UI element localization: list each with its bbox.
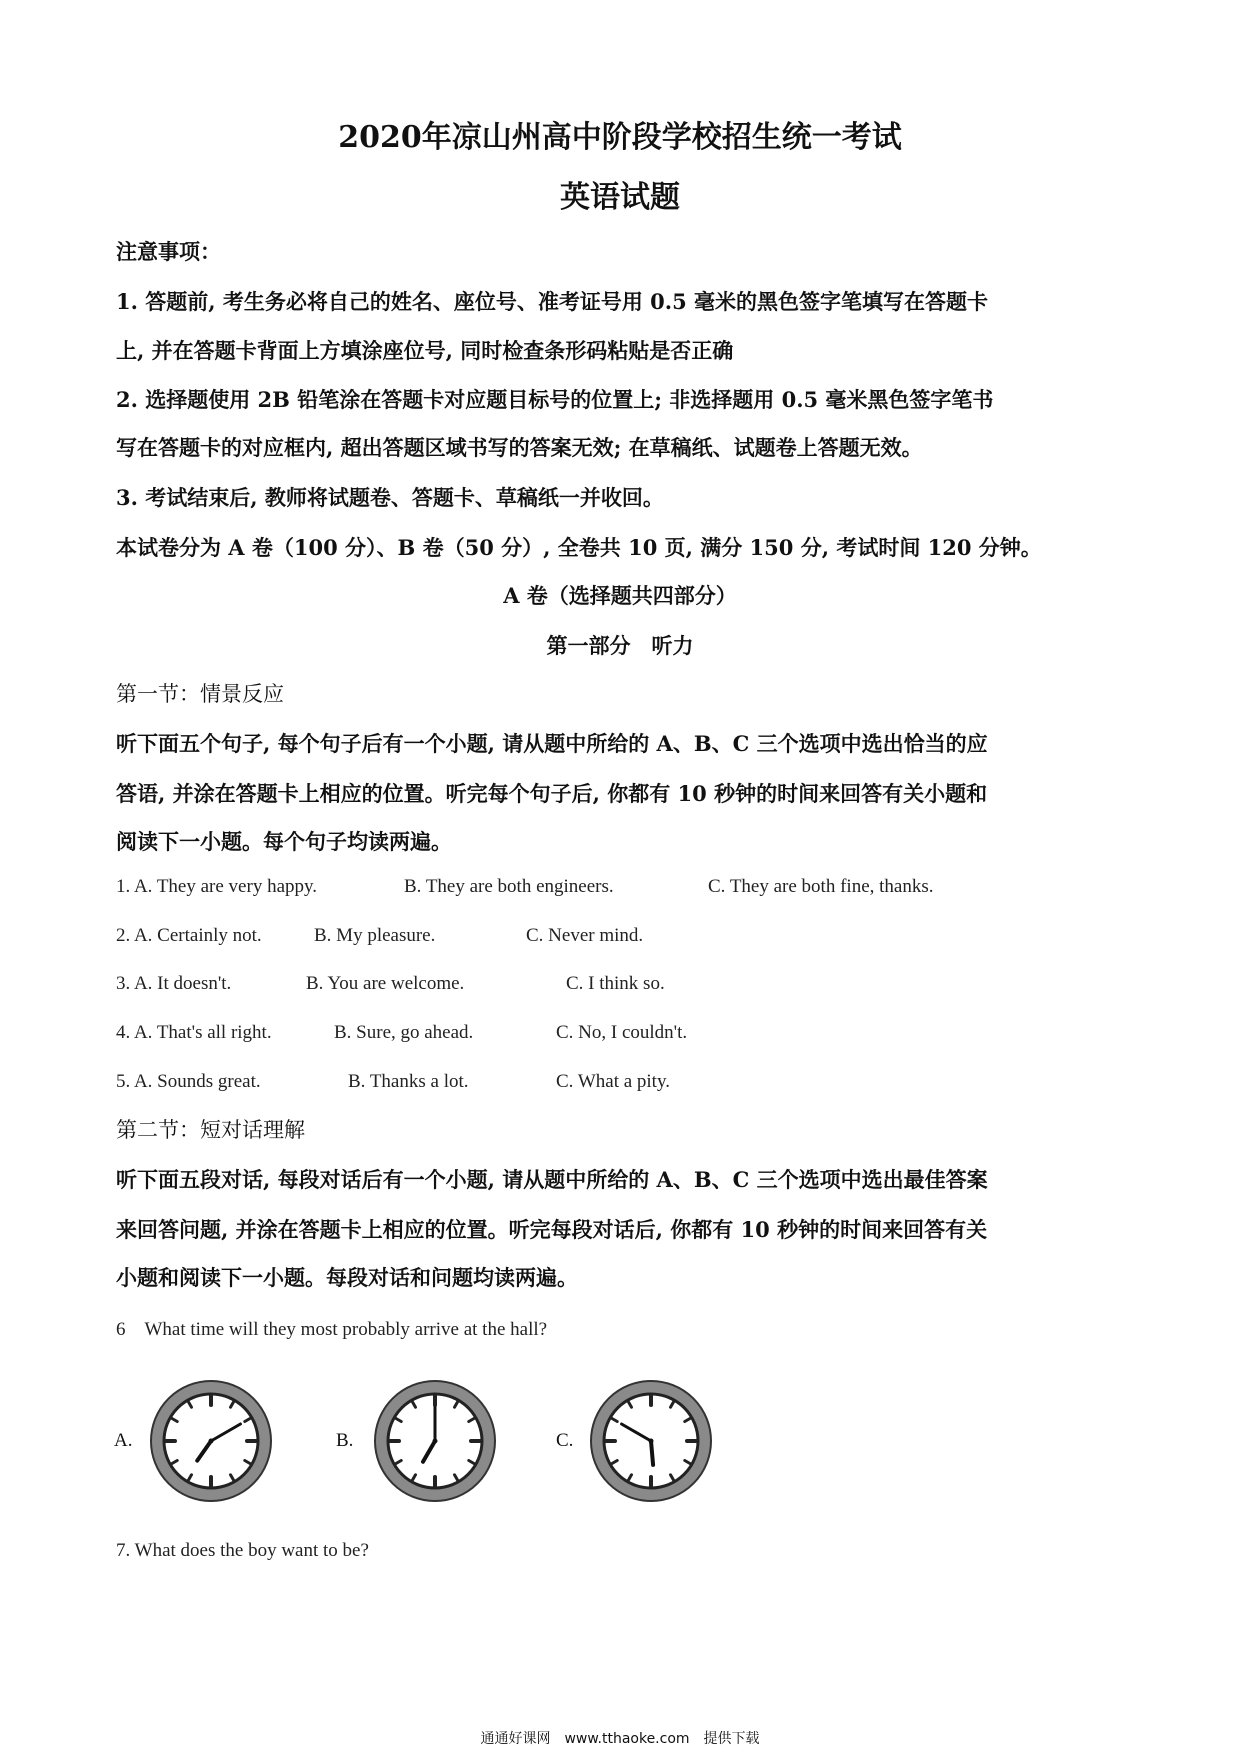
question-6-text: 6 What time will they most probably arrive at the hall? (116, 1319, 548, 1340)
instruction-line: 阅读下一小题。每个句子均读两遍。 (116, 829, 452, 854)
notice-line: 上, 并在答题卡背面上方填涂座位号, 同时检查条形码粘贴是否正确 (116, 338, 734, 363)
option-c: C. They are both fine, thanks. (708, 876, 934, 897)
option-b: B. Sure, go ahead. (334, 1022, 474, 1043)
clock-center (649, 1439, 654, 1444)
clock-option-a-label: A. (114, 1430, 133, 1451)
option-b: B. They are both engineers. (404, 876, 614, 897)
clock-center (433, 1439, 438, 1444)
option-c: C. No, I couldn't. (556, 1022, 688, 1043)
option-a: 4. A. That's all right. (116, 1022, 272, 1043)
clock-a-icon (148, 1378, 274, 1504)
exam-title: 2020年凉山州高中阶段学校招生统一考试 (338, 120, 902, 155)
instruction-line: 听下面五段对话, 每段对话后有一个小题, 请从题中所给的 A、B、C 三个选项中选出最佳答案 (116, 1167, 988, 1192)
clock-hour-hand (651, 1441, 653, 1465)
instruction-line: 来回答问题, 并涂在答题卡上相应的位置。听完每段对话后, 你都有 10 秒钟的时间来回答有关 (116, 1217, 988, 1242)
clock-option-b-label: B. (336, 1430, 354, 1451)
notice-line: 1. 答题前, 考生务必将自己的姓名、座位号、准考证号用 0.5 毫米的黑色签字笔填写在答题卡 (116, 289, 989, 314)
paper-info-line: 本试卷分为 A 卷（100 分）、B 卷（50 分）, 全卷共 10 页, 满分 150 分, 考试时间 120 分钟。 (116, 535, 1042, 560)
clock-option-c-label: C. (556, 1430, 574, 1451)
exam-subtitle: 英语试题 (560, 180, 680, 215)
option-a: 1. A. They are very happy. (116, 876, 318, 897)
notice-line: 2. 选择题使用 2B 铅笔涂在答题卡对应题目标号的位置上; 非选择题用 0.5 毫米黑色签字笔书 (116, 387, 994, 412)
clock-center (209, 1439, 214, 1444)
option-b: B. You are welcome. (306, 973, 465, 994)
option-c: C. Never mind. (526, 925, 644, 946)
option-a: 3. A. It doesn't. (116, 973, 232, 994)
part1-title: 第一部分 听力 (546, 633, 694, 658)
instruction-line: 听下面五个句子, 每个句子后有一个小题, 请从题中所给的 A、B、C 三个选项中选出恰当的应 (116, 731, 988, 756)
instruction-line: 小题和阅读下一小题。每段对话和问题均读两遍。 (116, 1265, 578, 1290)
option-b: B. Thanks a lot. (348, 1071, 469, 1092)
option-c: C. I think so. (566, 973, 665, 994)
option-a: 2. A. Certainly not. (116, 925, 262, 946)
section1-title: 第一节：情景反应 (116, 682, 284, 706)
clock-c-icon (588, 1378, 714, 1504)
notice-line: 写在答题卡的对应框内, 超出答题区域书写的答案无效; 在草稿纸、试题卷上答题无效。 (116, 435, 923, 460)
notice-line: 3. 考试结束后, 教师将试题卷、答题卡、草稿纸一并收回。 (116, 485, 664, 510)
option-a: 5. A. Sounds great. (116, 1071, 261, 1092)
footer-text: 通通好课网 www.tthaoke.com 提供下载 (480, 1731, 760, 1747)
part-a-title: A 卷（选择题共四部分） (503, 583, 737, 608)
option-b: B. My pleasure. (314, 925, 436, 946)
instruction-line: 答语, 并涂在答题卡上相应的位置。听完每个句子后, 你都有 10 秒钟的时间来回答有关小题和 (116, 781, 988, 806)
notice-heading: 注意事项： (116, 239, 221, 264)
clock-b-icon (372, 1378, 498, 1504)
section2-title: 第二节：短对话理解 (116, 1118, 305, 1142)
option-c: C. What a pity. (556, 1071, 670, 1092)
question-7-text: 7. What does the boy want to be? (116, 1540, 369, 1561)
